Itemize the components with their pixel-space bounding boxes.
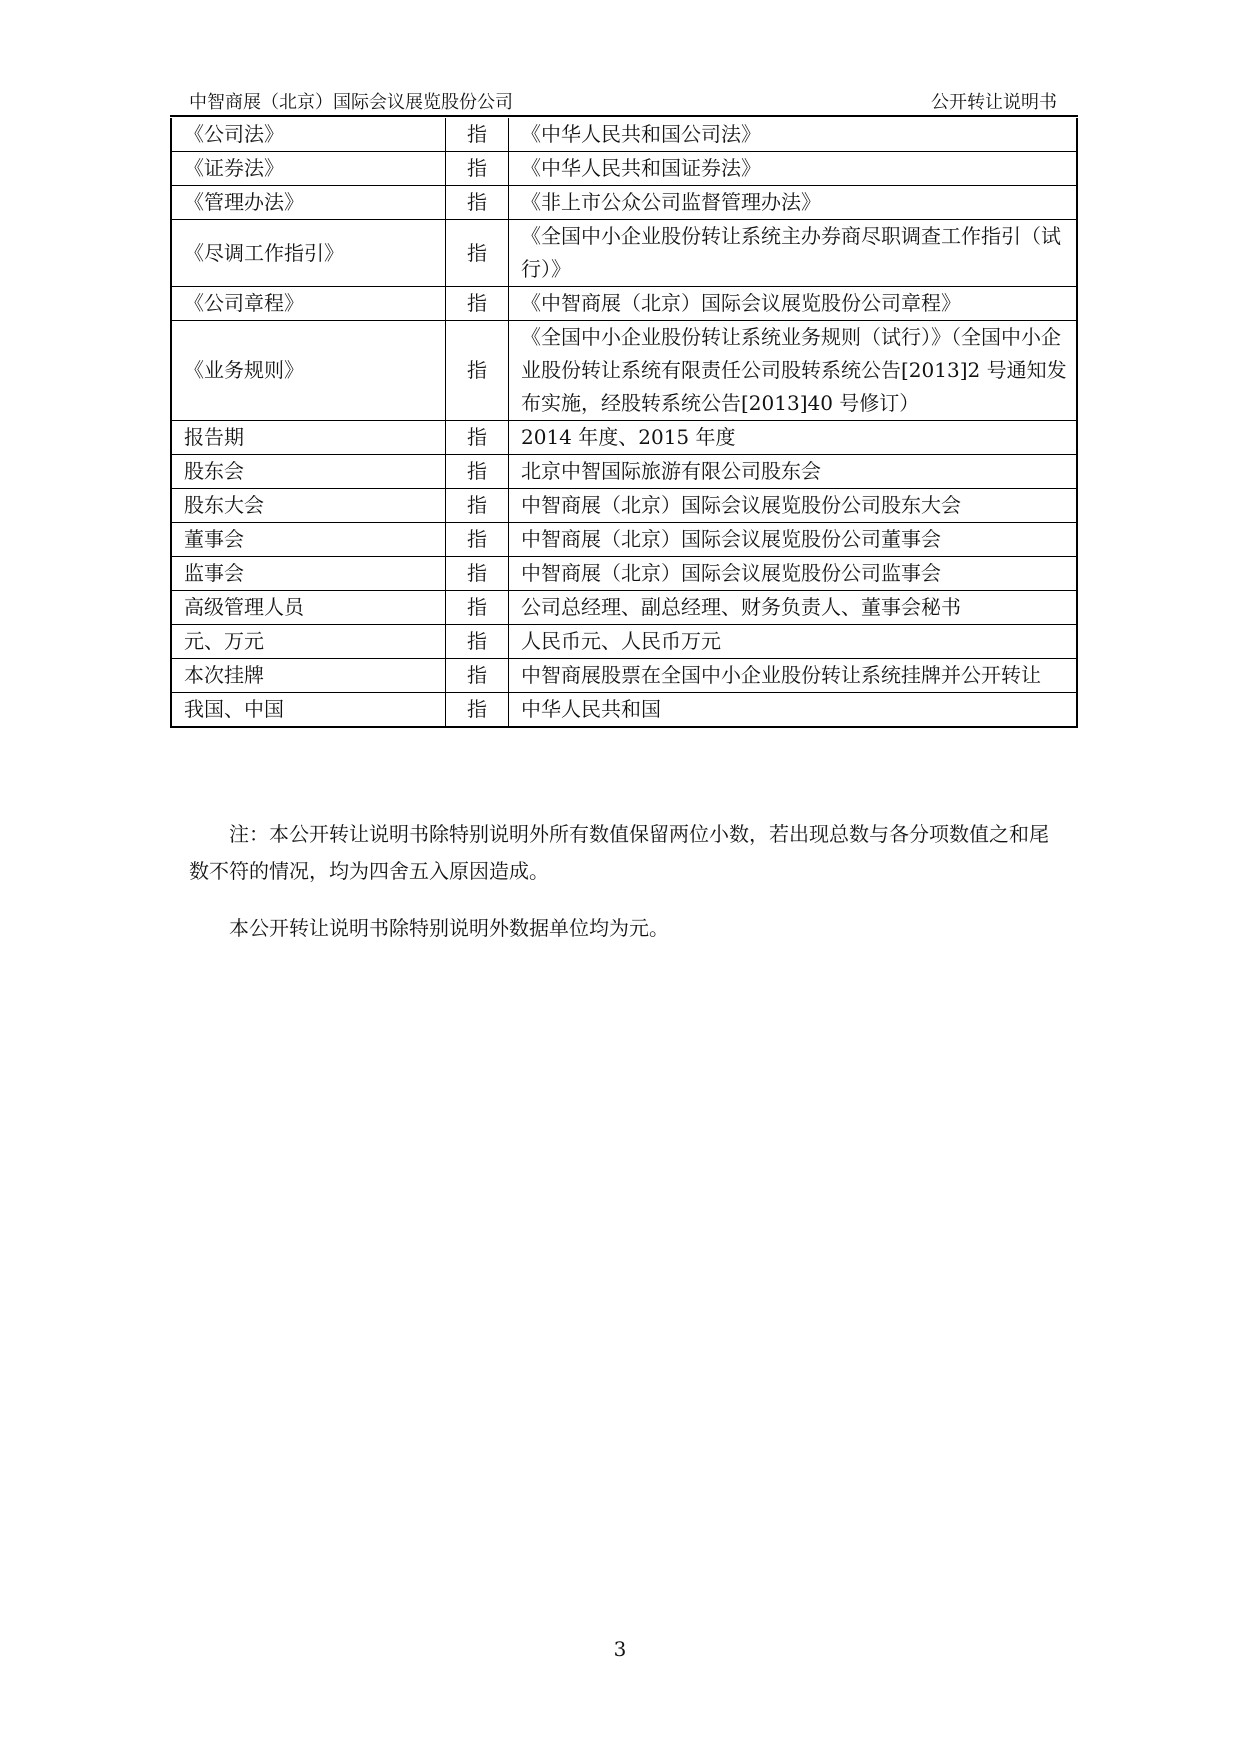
definition-cell: 《中华人民共和国证券法》 [509,152,1078,186]
term-cell: 《尽调工作指引》 [171,220,446,287]
table-row [171,152,1077,186]
header-company-name: 中智商展（北京）国际会议展览股份公司 [189,92,513,113]
table-row [171,489,1077,523]
table-row [171,625,1077,659]
term-cell: 《业务规则》 [171,321,446,421]
term-cell: 报告期 [171,421,446,455]
term-cell: 本次挂牌 [171,659,446,693]
table-row [171,693,1077,728]
definition-cell: 公司总经理、副总经理、财务负责人、董事会秘书 [509,591,1078,625]
term-cell: 监事会 [171,557,446,591]
term-cell: 《证券法》 [171,152,446,186]
definition-cell: 《全国中小企业股份转让系统主办券商尽职调查工作指引（试行）》 [509,220,1078,287]
table-row [171,186,1077,220]
separator-cell: 指 [446,659,509,693]
definitions-table [170,118,1078,728]
table-row [171,591,1077,625]
definition-cell: 人民币元、人民币万元 [509,625,1078,659]
page-number: 3 [613,1637,627,1661]
term-cell: 股东会 [171,455,446,489]
notes-section [189,816,1057,947]
table-row [171,118,1077,152]
definition-cell: 北京中智国际旅游有限公司股东会 [509,455,1078,489]
table-row [171,455,1077,489]
term-cell: 董事会 [171,523,446,557]
term-cell: 股东大会 [171,489,446,523]
term-cell: 高级管理人员 [171,591,446,625]
term-cell: 《管理办法》 [171,186,446,220]
term-cell: 《公司法》 [171,118,446,152]
definition-cell: 中智商展（北京）国际会议展览股份公司股东大会 [509,489,1078,523]
definition-cell: 中智商展（北京）国际会议展览股份公司监事会 [509,557,1078,591]
definition-cell: 《中华人民共和国公司法》 [509,118,1078,152]
separator-cell: 指 [446,455,509,489]
term-cell: 《公司章程》 [171,287,446,321]
separator-cell: 指 [446,152,509,186]
header-rule [170,115,1078,117]
term-cell: 我国、中国 [171,693,446,728]
separator-cell: 指 [446,693,509,728]
definition-cell: 《非上市公众公司监督管理办法》 [509,186,1078,220]
table-row [171,321,1077,421]
unit-note: 本公开转让说明书除特别说明外数据单位均为元。 [229,916,669,940]
separator-cell: 指 [446,186,509,220]
separator-cell: 指 [446,118,509,152]
separator-cell: 指 [446,220,509,287]
table-row [171,557,1077,591]
definition-cell: 中华人民共和国 [509,693,1078,728]
separator-cell: 指 [446,557,509,591]
term-cell: 元、万元 [171,625,446,659]
table-row [171,523,1077,557]
rounding-note: 注：本公开转让说明书除特别说明外所有数值保留两位小数，若出现总数与各分项数值之和尾数不符的情况，均为四舍五入原因造成。 [189,822,1049,883]
table-row [171,220,1077,287]
definition-cell: 《中智商展（北京）国际会议展览股份公司章程》 [509,287,1078,321]
separator-cell: 指 [446,421,509,455]
definitions-table-body [171,118,1077,727]
table-row [171,421,1077,455]
definition-cell: 《全国中小企业股份转让系统业务规则（试行）》（全国中小企业股份转让系统有限责任公司股转系统公告[2013]2 号通知发布实施，经股转系统公告[2013]40 号修订） [509,321,1078,421]
separator-cell: 指 [446,625,509,659]
separator-cell: 指 [446,287,509,321]
definition-cell: 中智商展（北京）国际会议展览股份公司董事会 [509,523,1078,557]
separator-cell: 指 [446,321,509,421]
table-row [171,659,1077,693]
separator-cell: 指 [446,489,509,523]
definition-cell: 中智商展股票在全国中小企业股份转让系统挂牌并公开转让 [509,659,1078,693]
separator-cell: 指 [446,523,509,557]
separator-cell: 指 [446,591,509,625]
header-document-title: 公开转让说明书 [931,92,1057,113]
definition-cell: 2014 年度、2015 年度 [509,421,1078,455]
page-header [189,86,1057,114]
table-row [171,287,1077,321]
